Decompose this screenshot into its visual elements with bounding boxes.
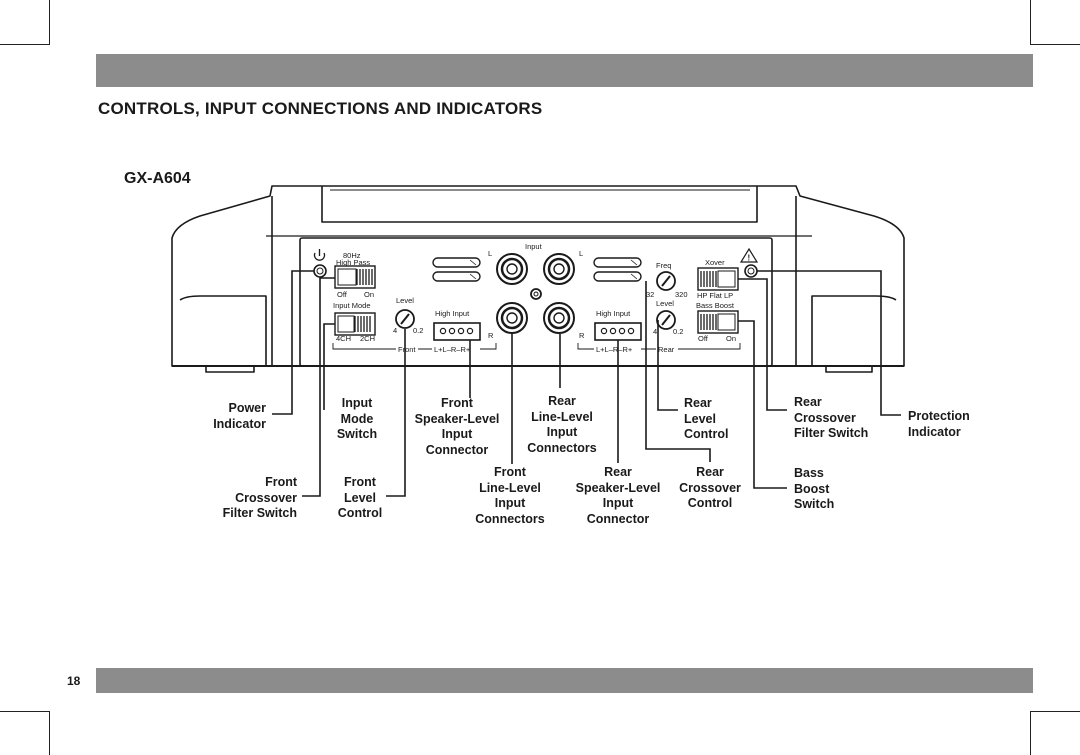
panel-off: Off — [337, 290, 347, 299]
panel-front: Front — [398, 345, 416, 354]
panel-bass-boost: Bass Boost — [696, 301, 734, 310]
panel-on-rear: On — [726, 334, 737, 343]
panel-4ch: 4CH — [336, 334, 352, 343]
panel-rear-pins: L+L–R–R+ — [596, 345, 633, 354]
callout-rear-crossover-control: Rear Crossover Control — [679, 465, 741, 510]
panel-xover: Xover — [705, 258, 725, 267]
panel-l-right: L — [579, 249, 584, 258]
panel-freq-max: 320 — [675, 290, 688, 299]
model-name: GX-A604 — [124, 170, 191, 187]
callout-front-level-control: Front Level Control — [337, 475, 383, 520]
callout-rear-level-control: Rear Level Control — [684, 396, 729, 441]
callout-input-mode-switch: Input Mode Switch — [336, 396, 378, 441]
panel-level-max: 0.2 — [413, 326, 424, 335]
input-mode-switch — [335, 313, 375, 335]
callout-rear-crossover-filter-switch: Rear Crossover Filter Switch — [794, 395, 869, 440]
panel-level-rear-max: 0.2 — [673, 327, 684, 336]
panel-high-input-front: High Input — [435, 309, 470, 318]
panel-2ch: 2CH — [360, 334, 376, 343]
panel-high-pass: High Pass — [336, 258, 371, 267]
panel-level: Level — [396, 296, 414, 305]
callout-rear-speaker-level-input: Rear Speaker-Level Input Connector — [575, 465, 661, 526]
callout-front-speaker-level-input: Front Speaker-Level Input Connector — [414, 396, 500, 457]
panel-on: On — [364, 290, 375, 299]
svg-text:!: ! — [747, 253, 751, 263]
page-number: 18 — [67, 674, 81, 688]
callout-protection-indicator: Protection Indicator — [908, 409, 970, 439]
rear-crossover-switch — [698, 268, 738, 290]
panel-freq-min: 32 — [646, 290, 655, 299]
rear-high-input-connector — [595, 323, 641, 340]
panel-rear: Rear — [658, 345, 675, 354]
panel-input-mode: Input Mode — [333, 301, 371, 310]
panel-r-left: R — [488, 331, 494, 340]
callout-front-line-level-input: Front Line-Level Input Connectors — [475, 465, 545, 526]
front-level-knob — [396, 310, 414, 328]
callout-power-indicator: Power Indicator — [213, 401, 266, 431]
freq-knob — [657, 272, 675, 290]
callout-front-crossover-filter-switch: Front Crossover Filter Switch — [222, 475, 297, 520]
front-high-input-connector — [434, 323, 480, 340]
bass-boost-switch — [698, 311, 738, 333]
callout-rear-line-level-input: Rear Line-Level Input Connectors — [527, 394, 597, 455]
callout-bass-boost-switch: Bass Boost Switch — [794, 466, 835, 511]
panel-r-right: R — [579, 331, 585, 340]
page-title: CONTROLS, INPUT CONNECTIONS AND INDICATORS — [98, 99, 543, 118]
panel-level-rear: Level — [656, 299, 674, 308]
panel-off-rear: Off — [698, 334, 708, 343]
panel-level-min: 4 — [393, 326, 398, 335]
panel-l-left: L — [488, 249, 493, 258]
panel-high-input-rear: High Input — [596, 309, 631, 318]
panel-level-rear-min: 4 — [653, 327, 658, 336]
panel-front-pins: L+L–R–R+ — [434, 345, 471, 354]
panel-freq: Freq — [656, 261, 672, 270]
panel-input: Input — [525, 242, 542, 251]
panel-xover-options: HP Flat LP — [697, 291, 734, 300]
panel-80hz: 80Hz — [343, 251, 361, 260]
front-crossover-switch — [335, 266, 375, 288]
